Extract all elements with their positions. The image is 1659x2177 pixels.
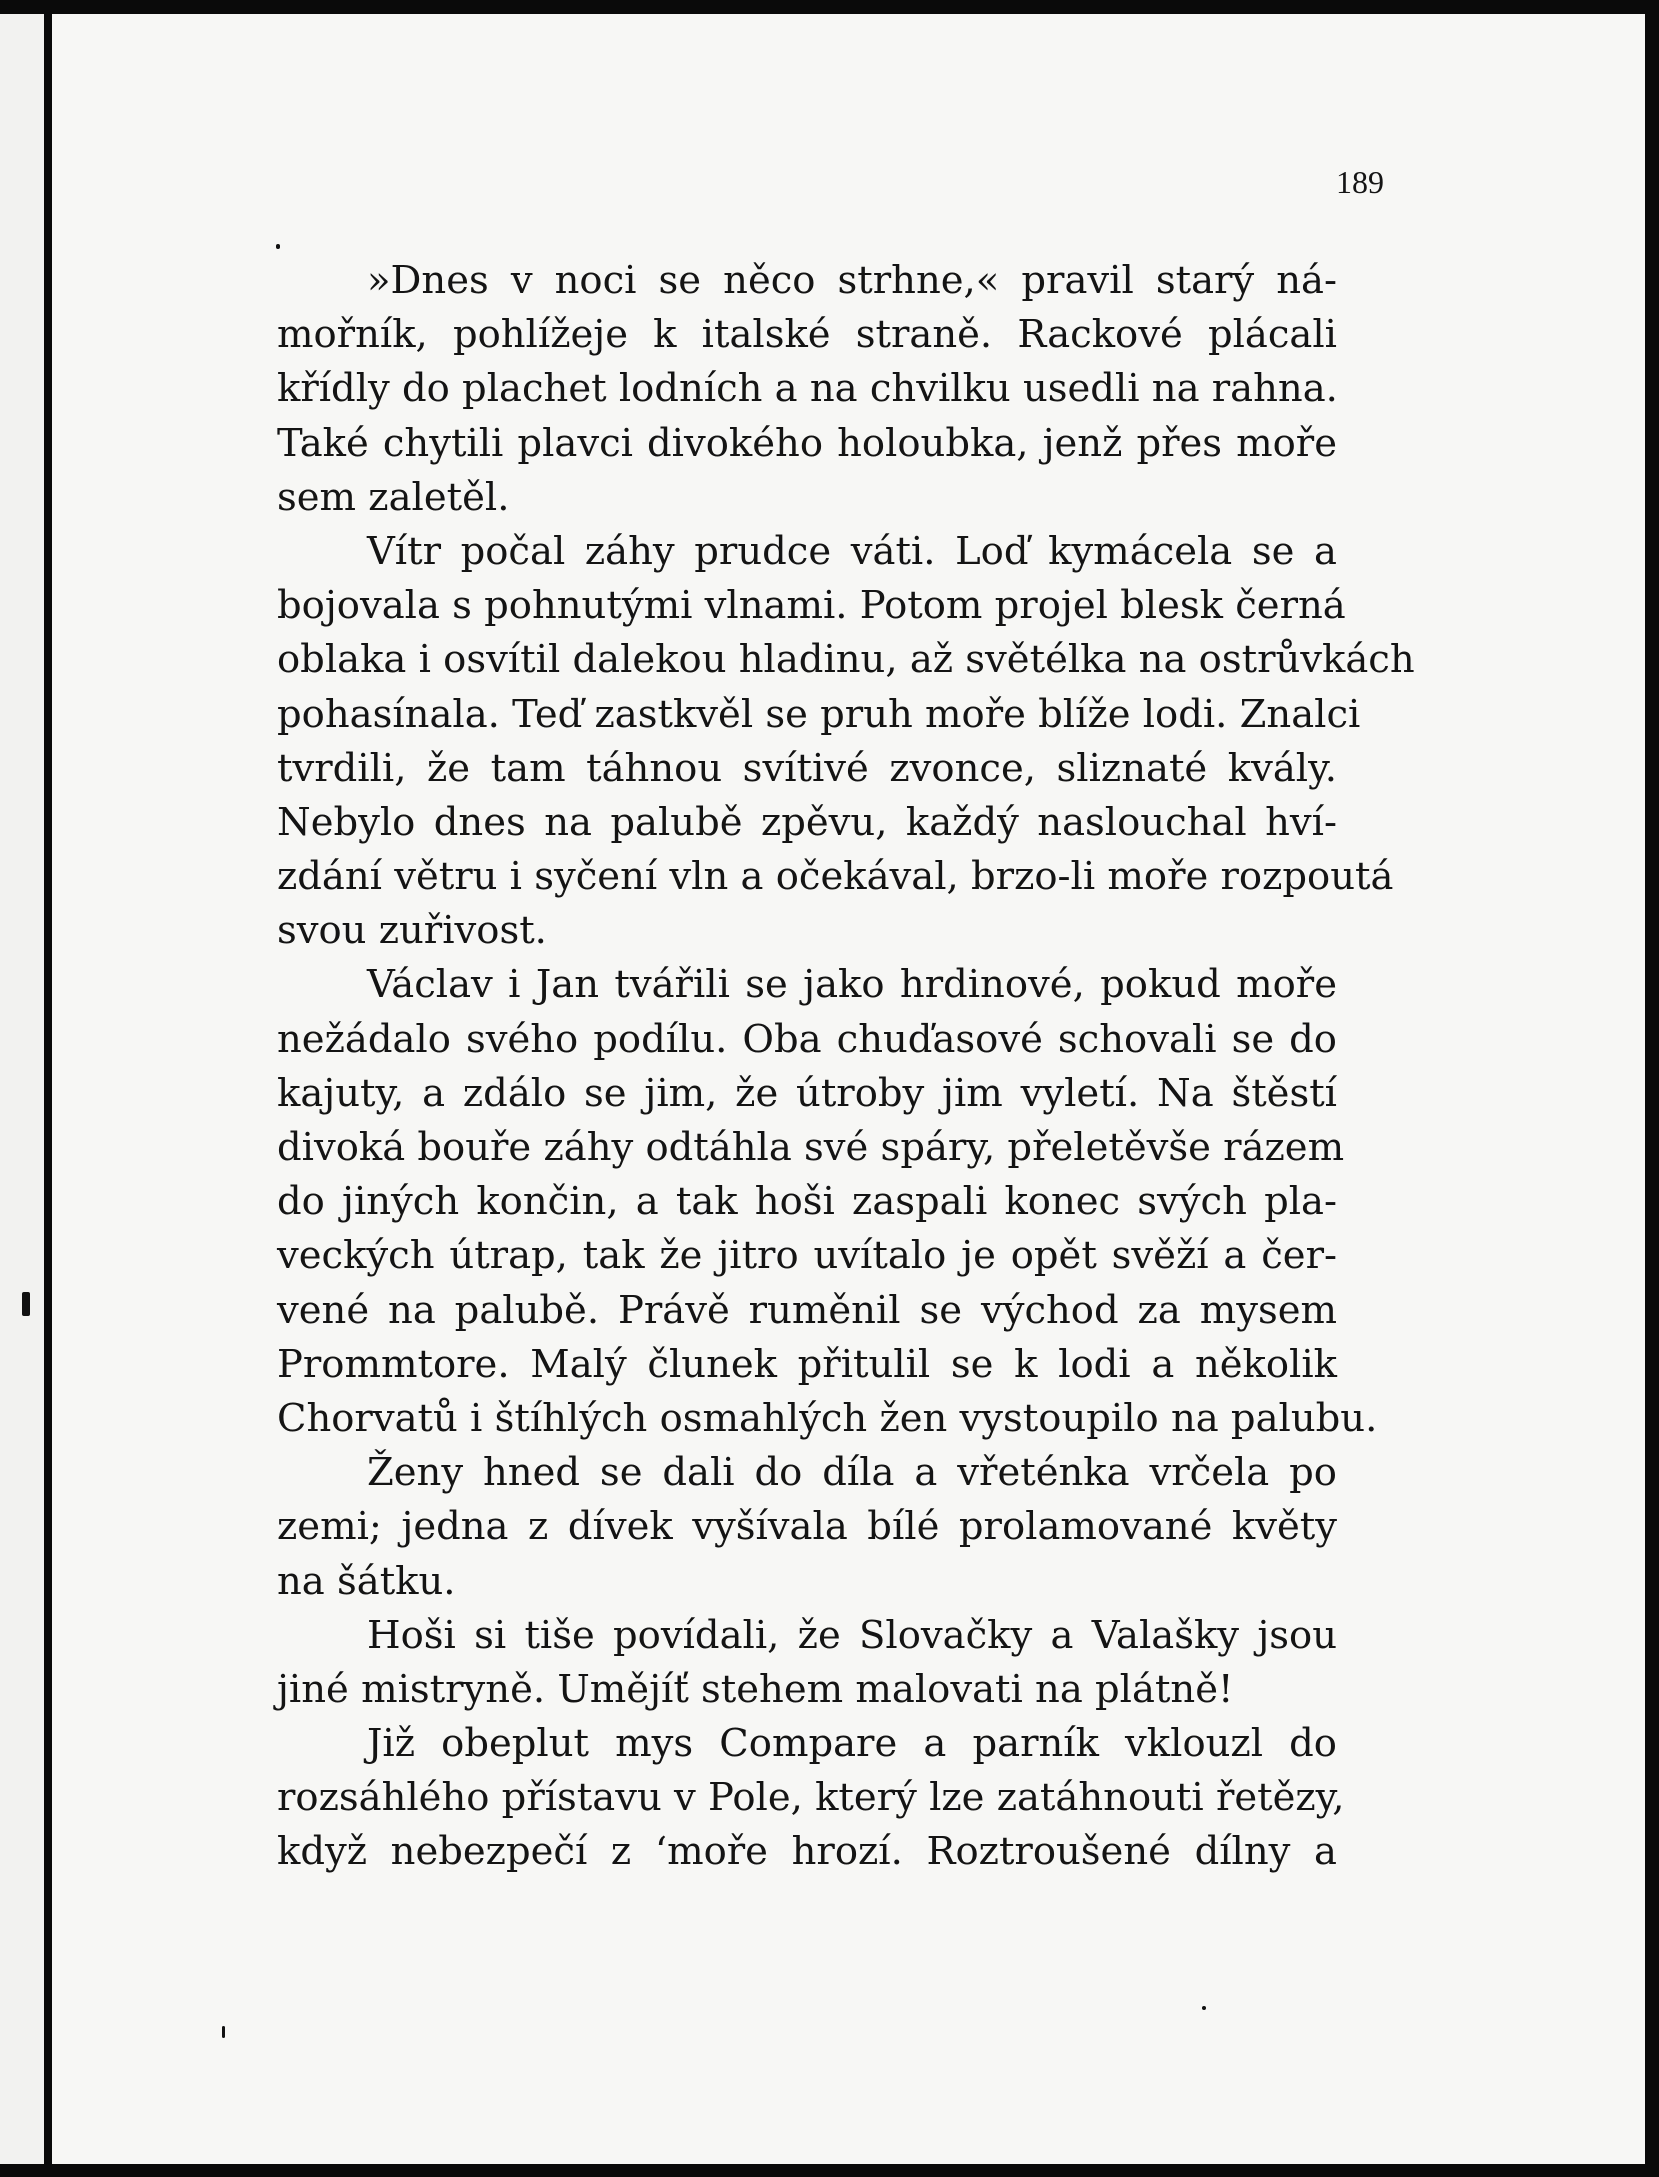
scan-speck [22,1292,30,1316]
text-line: mořník, pohlížeje k italské straně. Rackové plácali [277,312,1337,358]
text-line: když nebezpečí z ‘moře hrozí. Roztroušené dílny a [277,1829,1337,1875]
text-line: Ženy hned se dali do díla a vřeténka vrčela po [367,1450,1337,1496]
text-line: Chorvatů i štíhlých osmahlých žen vystoupilo na palubu. [277,1395,1378,1441]
text-line: do jiných končin, a tak hoši zaspali konec svých pla- [277,1179,1337,1225]
text-line: jiné mistryně. Umějíť stehem malovati na plátně! [277,1666,1234,1712]
text-line: Prommtore. Malý člunek přitulil se k lodi a několik [277,1341,1337,1387]
text-line: oblaka i osvítil dalekou hladinu, až světélka na ostrůvkách [277,637,1415,683]
text-line: svou zuřivost. [277,908,547,954]
text-line: Nebylo dnes na palubě zpěvu, každý naslouchal hví- [277,799,1337,845]
scan-speck [1202,2006,1206,2010]
page-number: 189 [1336,164,1384,200]
text-line: Václav i Jan tvářili se jako hrdinové, pokud moře [367,962,1337,1008]
scan-speck [276,244,280,249]
text-line: křídly do plachet lodních a na chvilku usedli na rahna. [277,366,1338,412]
text-line: vené na palubě. Právě ruměnil se východ za mysem [277,1287,1337,1333]
text-line: kajuty, a zdálo se jim, že útroby jim vyletí. Na štěstí [277,1070,1337,1116]
text-line: rozsáhlého přístavu v Pole, který lze zatáhnouti řetězy, [277,1775,1345,1821]
text-line: zemi; jedna z dívek vyšívala bílé prolamované květy [277,1504,1337,1550]
text-line: »Dnes v noci se něco strhne,« pravil starý ná- [367,258,1337,303]
text-line: na šátku. [277,1558,456,1604]
text-line: Vítr počal záhy prudce váti. Loď kymácela se a [367,528,1337,574]
text-line: Hoši si tiše povídali, že Slovačky a Valašky jsou [367,1612,1337,1658]
text-line: zdání větru i syčení vln a očekával, brzo-li moře rozpoutá [277,854,1394,900]
text-line: bojovala s pohnutými vlnami. Potom projel blesk černá [277,583,1346,629]
text-line: veckých útrap, tak že jitro uvítalo je opět svěží a čer- [277,1233,1337,1279]
text-line: Také chytili plavci divokého holoubka, jenž přes moře [277,420,1337,466]
text-line: tvrdili, že tam táhnou svítivé zvonce, sliznaté kvály. [277,745,1337,791]
scan-speck [222,2026,225,2038]
text-line: nežádalo svého podílu. Oba chuďasové schovali se do [277,1016,1337,1062]
text-line: sem zaletěl. [277,474,510,520]
facing-page-edge [0,14,44,2164]
text-line: Již obeplut mys Compare a parník vklouzl do [367,1721,1337,1767]
text-line: divoká bouře záhy odtáhla své spáry, přeletěvše rázem [277,1125,1345,1170]
body-text [277,254,1415,1880]
text-line: pohasínala. Teď zastkvěl se pruh moře blíže lodi. Znalci [277,691,1361,737]
